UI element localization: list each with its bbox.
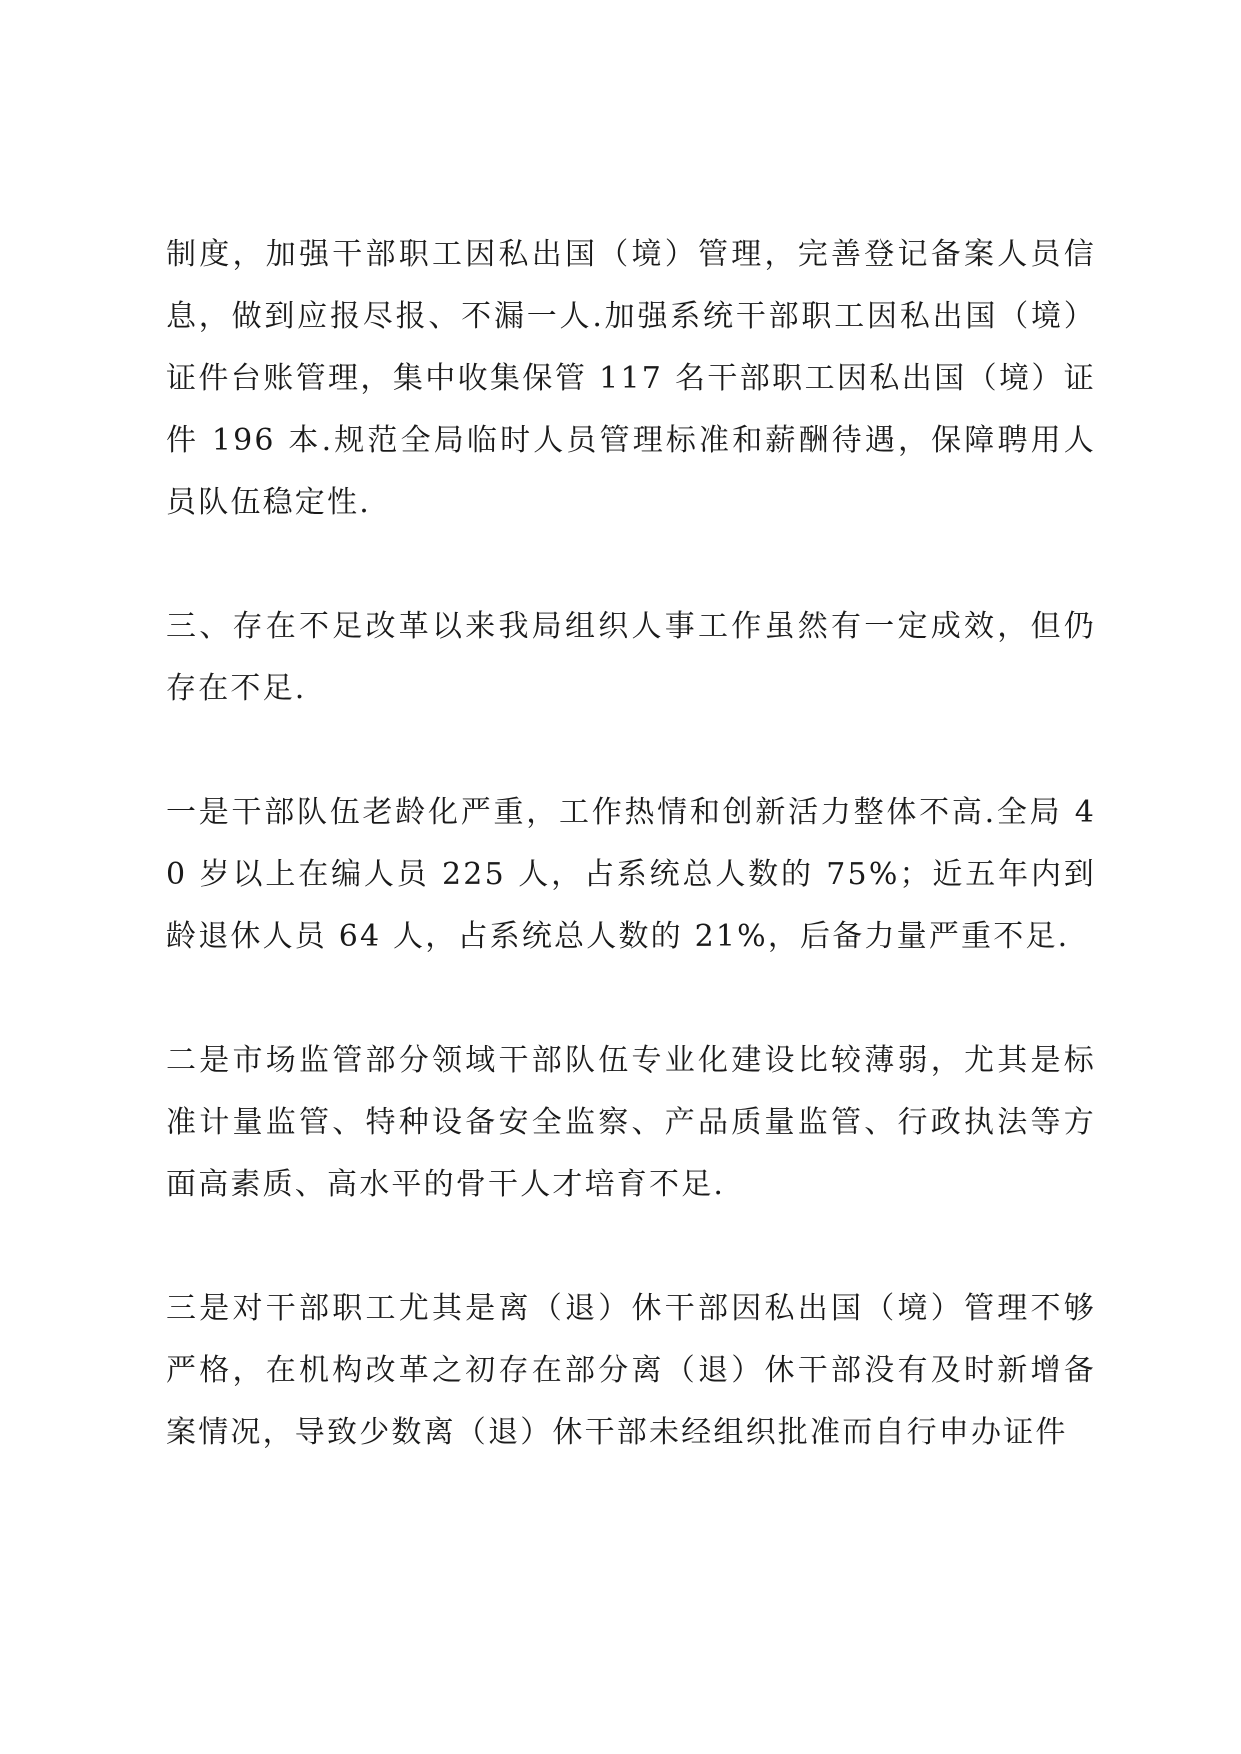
document-body: [166, 224, 1096, 1526]
paragraph-shortcomings-heading: 三、存在不足改革以来我局组织人事工作虽然有一定成效，但仍存在不足.: [166, 609, 1096, 706]
paragraph-foreign-travel-management: 制度，加强干部职工因私出国（境）管理，完善登记备案人员信息，做到应报尽报、不漏一人.加强系统干部职工因私出国（境）证件台账管理，集中收集保管 117 名干部职工因私出国（境）证件 196 本.规范全局临时人员管理标准和薪酬待遇，保障聘用人员队伍稳定性.: [166, 237, 1096, 520]
paragraph-professional-development: 二是市场监管部分领域干部队伍专业化建设比较薄弱，尤其是标准计量监管、特种设备安全监察、产品质量监管、行政执法等方面高素质、高水平的骨干人才培育不足.: [166, 1043, 1096, 1202]
paragraph-retiree-travel-management: 三是对干部职工尤其是离（退）休干部因私出国（境）管理不够严格，在机构改革之初存在部分离（退）休干部没有及时新增备案情况，导致少数离（退）休干部未经组织批准而自行申办证件: [166, 1291, 1096, 1450]
paragraph-aging-workforce: 一是干部队伍老龄化严重，工作热情和创新活力整体不高.全局 40 岁以上在编人员 225 人，占系统总人数的 75%；近五年内到龄退休人员 64 人，占系统总人数的 21%，后备力量严重不足.: [166, 795, 1096, 954]
